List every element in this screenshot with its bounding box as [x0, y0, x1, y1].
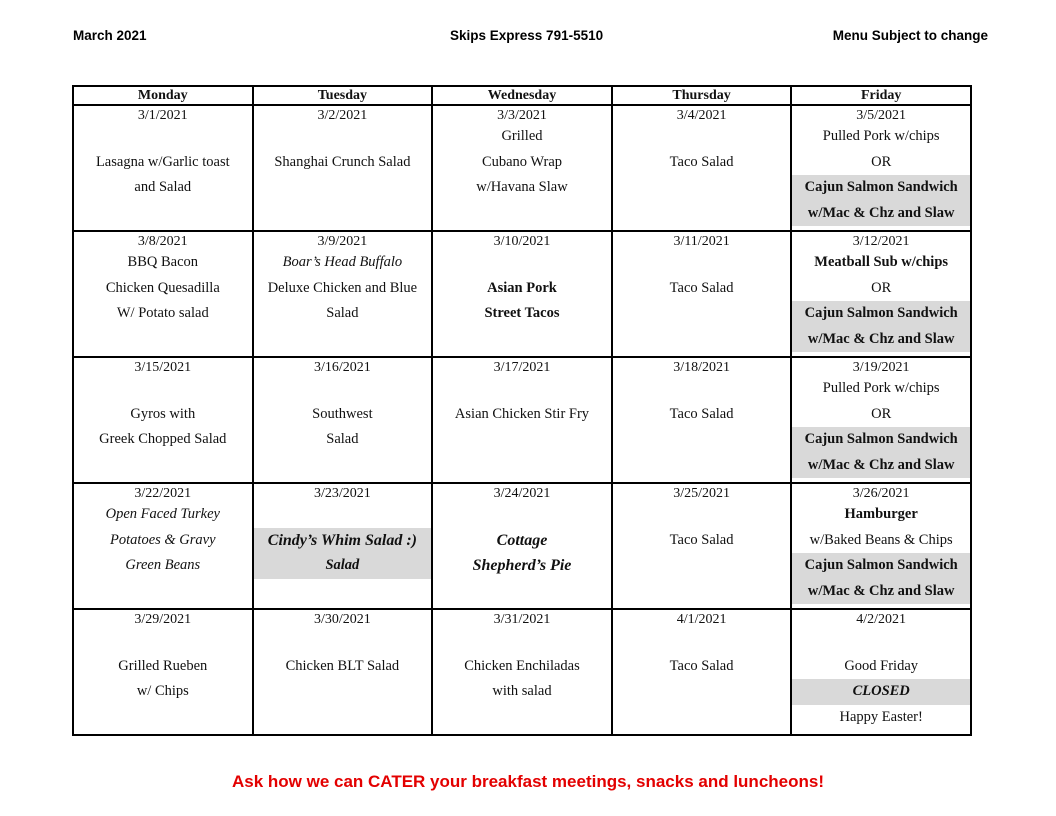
menu-item-line: Potatoes & Gravy: [110, 531, 216, 548]
menu-item-line: OR: [871, 405, 892, 422]
week-row: [73, 357, 971, 483]
menu-item-line: with salad: [492, 683, 552, 699]
day-header-friday: Friday: [791, 86, 971, 105]
menu-item-line: w/Mac & Chz and Slaw: [792, 201, 970, 227]
menu-item-line: Asian Chicken Stir Fry: [454, 405, 590, 422]
menu-item-line: Taco Salad: [669, 153, 734, 170]
menu-item-line: w/Mac & Chz and Slaw: [792, 579, 970, 605]
menu-item-line: w/Havana Slaw: [476, 179, 568, 195]
menu-item-line: w/ Chips: [136, 683, 189, 699]
day-date: 3/2/2021: [317, 108, 368, 123]
day-date: 3/12/2021: [852, 234, 910, 249]
menu-item-line: Grilled: [501, 128, 543, 144]
menu-item-line: Greek Chopped Salad: [99, 431, 227, 447]
day-date: 3/22/2021: [134, 486, 192, 501]
menu-item-line: Taco Salad: [669, 405, 734, 422]
day-date: 3/9/2021: [317, 234, 368, 249]
menu-item-line: Salad: [254, 553, 432, 579]
menu-item-line: Chicken Quesadilla: [105, 279, 220, 296]
day-cell: [612, 231, 792, 357]
menu-item-line: Boar’s Head Buffalo: [282, 254, 403, 270]
day-cell: [612, 483, 792, 609]
day-cell: [791, 483, 971, 609]
day-header-row: [73, 86, 971, 105]
day-cell: [791, 357, 971, 483]
day-header-thursday: Thursday: [612, 86, 792, 105]
restaurant-name-phone: Skips Express 791-5510: [450, 28, 604, 43]
menu-item-line: [433, 376, 611, 402]
day-date: 4/1/2021: [676, 612, 727, 627]
menu-item-line: w/Mac & Chz and Slaw: [792, 453, 970, 479]
menu-item-line: [254, 124, 432, 150]
day-header-wednesday: Wednesday: [432, 86, 612, 105]
menu-item-line: Chicken Enchiladas: [464, 657, 580, 674]
day-cell: [432, 357, 612, 483]
day-date: 4/2/2021: [856, 612, 907, 627]
menu-item-line: CLOSED: [792, 679, 970, 705]
menu-item-line: Cindy’s Whim Salad :): [254, 528, 432, 554]
day-date: 3/3/2021: [497, 108, 547, 123]
week-row: [73, 231, 971, 357]
menu-item-line: [254, 376, 432, 402]
day-date: 3/23/2021: [314, 486, 371, 501]
day-cell: [253, 609, 433, 735]
menu-item-line: [433, 628, 611, 654]
day-cell: [73, 609, 253, 735]
day-date: 3/16/2021: [314, 360, 371, 375]
menu-item-line: Cottage: [496, 531, 548, 549]
day-date: 3/25/2021: [673, 486, 730, 501]
menu-item-line: Deluxe Chicken and Blue: [267, 279, 418, 296]
day-cell: [432, 483, 612, 609]
day-date: 3/31/2021: [493, 612, 551, 627]
menu-item-line: Open Faced Turkey: [105, 506, 220, 522]
menu-item-line: Happy Easter!: [839, 708, 923, 725]
catering-promo: Ask how we can CATER your breakfast meetings, snacks and luncheons!: [231, 772, 824, 791]
menu-item-line: Pulled Pork w/chips: [822, 128, 940, 144]
menu-item-line: Hamburger: [844, 506, 918, 522]
day-date: 3/17/2021: [493, 360, 551, 375]
menu-item-line: Taco Salad: [669, 531, 734, 548]
menu-item-line: [254, 628, 432, 654]
menu-item-line: Street Tacos: [484, 305, 560, 321]
day-date: 3/1/2021: [137, 108, 188, 123]
menu-item-line: Pulled Pork w/chips: [822, 380, 940, 396]
menu-item-line: Asian Pork: [487, 279, 557, 296]
day-cell: [253, 357, 433, 483]
menu-item-line: Cajun Salmon Sandwich: [792, 553, 970, 579]
day-cell: [253, 231, 433, 357]
menu-item-line: Taco Salad: [669, 657, 734, 674]
day-date: 3/15/2021: [134, 360, 192, 375]
menu-item-line: w/Baked Beans & Chips: [809, 531, 953, 548]
day-date: 3/24/2021: [493, 486, 551, 501]
menu-item-line: [74, 124, 252, 150]
menu-item-line: OR: [871, 279, 892, 296]
menu-item-line: Cajun Salmon Sandwich: [792, 175, 970, 201]
day-cell: [253, 105, 433, 231]
day-header-monday: Monday: [73, 86, 253, 105]
day-cell: [791, 105, 971, 231]
menu-item-line: Good Friday: [844, 657, 919, 674]
day-date: 3/26/2021: [852, 486, 910, 501]
day-cell: [791, 609, 971, 735]
day-cell: [612, 105, 792, 231]
menu-item-line: [613, 628, 791, 654]
menu-item-line: Cubano Wrap: [481, 153, 563, 170]
menu-item-line: W/ Potato salad: [116, 305, 209, 321]
menu-item-line: Salad: [326, 305, 359, 321]
day-cell: [432, 609, 612, 735]
menu-item-line: Grilled Rueben: [118, 657, 208, 674]
day-date: 3/4/2021: [676, 108, 727, 123]
menu-disclaimer: Menu Subject to change: [832, 28, 988, 43]
menu-calendar: [72, 85, 972, 736]
week-row: [73, 483, 971, 609]
menu-item-line: [74, 628, 252, 654]
menu-item-line: [613, 250, 791, 276]
day-date: 3/10/2021: [493, 234, 551, 249]
menu-item-line: [254, 502, 432, 528]
day-cell: [791, 231, 971, 357]
day-date: 3/30/2021: [314, 612, 371, 627]
day-header-tuesday: Tuesday: [253, 86, 433, 105]
day-cell: [73, 357, 253, 483]
menu-item-line: and Salad: [134, 179, 192, 195]
week-row: [73, 105, 971, 231]
menu-item-line: [792, 628, 970, 654]
menu-item-line: [613, 376, 791, 402]
menu-item-line: Cajun Salmon Sandwich: [792, 301, 970, 327]
menu-item-line: [74, 376, 252, 402]
day-date: 3/11/2021: [673, 234, 730, 249]
menu-item-line: Lasagna w/Garlic toast: [95, 153, 230, 170]
day-cell: [432, 231, 612, 357]
menu-item-line: [433, 250, 611, 276]
day-date: 3/5/2021: [856, 108, 907, 123]
menu-item-line: Meatball Sub w/chips: [814, 254, 949, 270]
day-cell: [612, 357, 792, 483]
menu-item-line: BBQ Bacon: [127, 254, 199, 270]
menu-item-line: Cajun Salmon Sandwich: [792, 427, 970, 453]
day-date: 3/29/2021: [134, 612, 192, 627]
day-cell: [253, 483, 433, 609]
day-cell: [73, 231, 253, 357]
menu-item-line: Chicken BLT Salad: [285, 657, 400, 674]
menu-item-line: Southwest: [312, 405, 373, 422]
day-cell: [73, 105, 253, 231]
day-cell: [612, 609, 792, 735]
menu-item-line: Gyros with: [130, 405, 196, 422]
menu-item-line: [613, 124, 791, 150]
menu-item-line: [613, 502, 791, 528]
menu-item-line: Taco Salad: [669, 279, 734, 296]
day-cell: [432, 105, 612, 231]
menu-item-line: [433, 502, 611, 528]
menu-item-line: Salad: [326, 431, 359, 447]
day-date: 3/8/2021: [137, 234, 188, 249]
day-cell: [73, 483, 253, 609]
day-date: 3/18/2021: [673, 360, 730, 375]
menu-item-line: Shanghai Crunch Salad: [274, 153, 411, 170]
menu-month: March 2021: [73, 28, 147, 43]
day-date: 3/19/2021: [852, 360, 910, 375]
week-row: [73, 609, 971, 735]
menu-item-line: Green Beans: [125, 557, 201, 573]
menu-item-line: OR: [871, 153, 892, 170]
menu-item-line: w/Mac & Chz and Slaw: [792, 327, 970, 353]
menu-item-line: Shepherd’s Pie: [472, 557, 572, 574]
